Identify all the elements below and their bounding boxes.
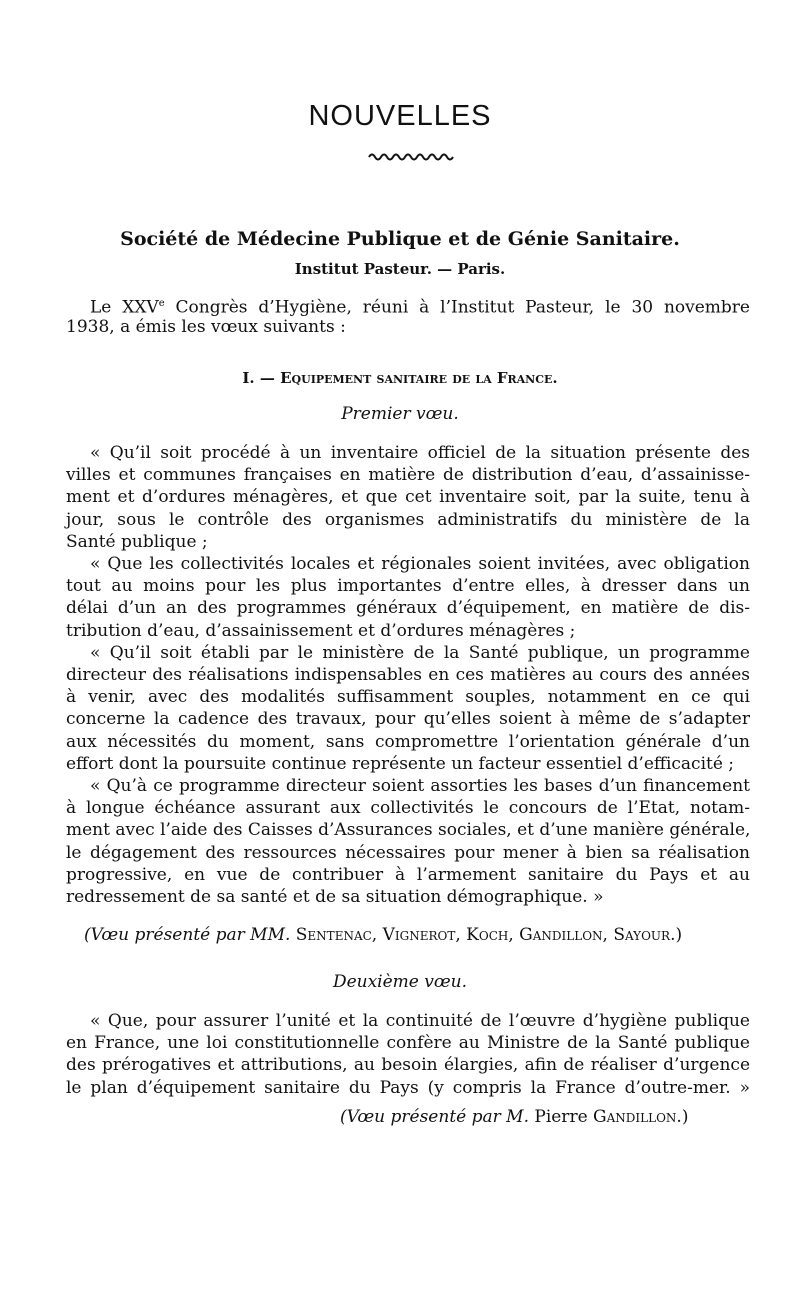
wavy-rule-ornament bbox=[368, 152, 454, 162]
text-line: progressive, en vue de contribuer à l’armement sanitaire du Pays et au bbox=[66, 864, 750, 885]
text-line: aux nécessités du moment, sans compromettre l’orientation générale d’un bbox=[66, 731, 750, 752]
voeu-1-credit: (Vœu présenté par MM. Sentenac, Vignerot, Koch, Gandillon, Sayour.) bbox=[84, 925, 683, 945]
text-line: « Qu’il soit procédé à un inventaire officiel de la situation présente des bbox=[90, 443, 750, 463]
text-line: à longue échéance assurant aux collectivités le concours de l’Etat, notam- bbox=[66, 798, 750, 819]
text-line: concerne la cadence des travaux, pour qu’elles soient à même de s’adapter bbox=[66, 709, 750, 730]
section-heading: I. — Equipement sanitaire de la France. bbox=[242, 369, 558, 387]
text-line: « Que, pour assurer l’unité et la continuité de l’œuvre d’hygiène publique bbox=[90, 1011, 750, 1031]
text-line: des prérogatives et attributions, au besoin élargies, afin de réaliser d’urgence bbox=[66, 1055, 750, 1076]
text-line: ment avec l’aide des Caisses d’Assurances sociales, et d’une manière générale, bbox=[66, 820, 751, 841]
society-heading: Société de Médecine Publique et de Génie Sanitaire. bbox=[120, 228, 680, 250]
page-title: NOUVELLES bbox=[308, 100, 492, 132]
voeu-2-body bbox=[66, 1010, 750, 1099]
text-line: ment et d’ordures ménagères, et que cet inventaire soit, par la suite, tenu à bbox=[66, 487, 750, 508]
text-line: directeur des réalisations indispensables en ces matières au cours des années bbox=[66, 665, 750, 686]
text-line: effort dont la poursuite continue représente un facteur essentiel d’efficacité ; bbox=[66, 753, 735, 774]
text-line: redressement de sa santé et de sa situation démographique. » bbox=[66, 887, 604, 908]
intro-line-1: Le XXVe Congrès d’Hygiène, réuni à l’Institut Pasteur, le 30 novembre bbox=[90, 297, 750, 318]
text-line: en France, une loi constitutionnelle confère au Ministre de la Santé publique bbox=[66, 1033, 750, 1054]
text-line: « Que les collectivités locales et régionales soient invitées, avec obligation bbox=[90, 554, 750, 575]
voeu-1-title: Premier vœu. bbox=[341, 404, 459, 424]
intro-line-2: 1938, a émis les vœux suivants : bbox=[66, 317, 346, 337]
text-line: tout au moins pour les plus importantes d’entre elles, à dresser dans un bbox=[66, 576, 750, 597]
intro-paragraph bbox=[66, 293, 750, 319]
society-location: Institut Pasteur. — Paris. bbox=[294, 260, 506, 278]
text-line: délai d’un an des programmes généraux d’équipement, en matière de dis- bbox=[66, 598, 750, 619]
text-line: « Qu’à ce programme directeur soient assorties les bases d’un financement bbox=[90, 776, 750, 797]
voeu-2-title: Deuxième vœu. bbox=[332, 972, 468, 992]
text-line: jour, sous le contrôle des organismes administratifs du ministère de la bbox=[66, 509, 750, 530]
voeu-2-credit: (Vœu présenté par M. Pierre Gandillon.) bbox=[340, 1107, 689, 1127]
text-line: « Qu’il soit établi par le ministère de la Santé publique, un programme bbox=[90, 642, 750, 663]
text-line: tribution d’eau, d’assainissement et d’ordures ménagères ; bbox=[66, 620, 576, 641]
intro-paragraph-cont bbox=[66, 316, 750, 338]
text-line: le plan d’équipement sanitaire du Pays (y compris la France d’outre-mer. » bbox=[66, 1077, 750, 1098]
voeu-1-body bbox=[66, 442, 750, 908]
text-line: Santé publique ; bbox=[66, 531, 208, 552]
text-line: villes et communes françaises en matière de distribution d’eau, d’assainisse- bbox=[66, 465, 750, 486]
text-line: le dégagement des ressources nécessaires pour mener à bien sa réalisation bbox=[66, 842, 750, 863]
text-line: à venir, avec des modalités suffisamment souples, notamment en ce qui bbox=[66, 687, 750, 708]
